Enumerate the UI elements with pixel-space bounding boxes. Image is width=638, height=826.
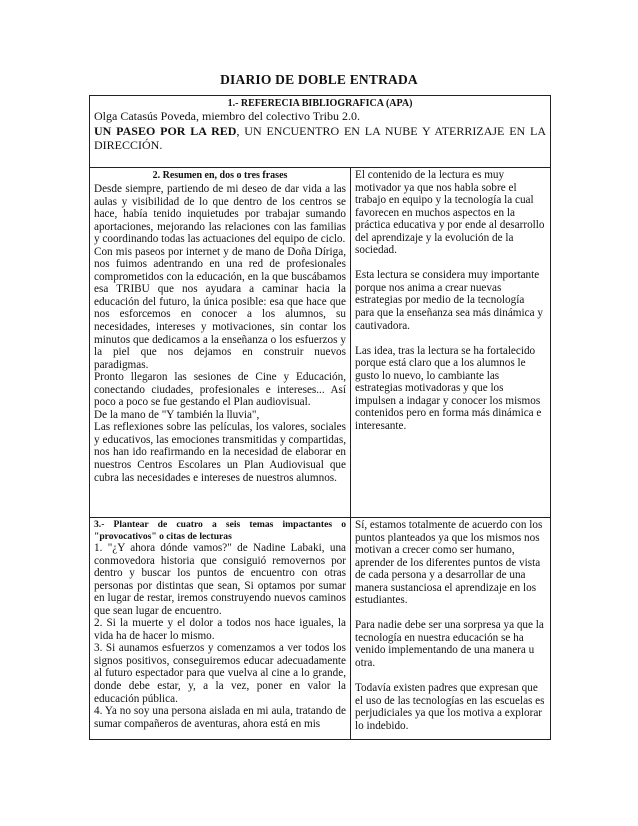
summary-response-cell	[351, 168, 551, 518]
reference-work-title-bold: UN PASEO POR LA RED	[94, 123, 237, 138]
summary-row	[90, 168, 551, 518]
topic-item: 3. Si aunamos esfuerzos y comenzamos a ver todos los signos positivos, conseguiremos educar adecuadamente al futuro espectador para que vuelva al cine a lo grande, donde debe estar, y, a la vez, poner en valor la educación pública.	[94, 642, 346, 705]
double-entry-table	[89, 95, 551, 740]
reference-row	[90, 96, 551, 168]
summary-text	[94, 183, 346, 484]
reference-author: Olga Catasús Poveda, miembro del colectivo Tribu 2.0.	[94, 109, 360, 123]
summary-paragraph: Desde siempre, partiendo de mi deseo de dar vida a las aulas y visibilidad de lo que dentro de los centros se hace, había tenido inquietudes por trabajar sumando aportaciones, mejorando las relaciones con las familias y coordinando todas las actuaciones del equipo de ciclo.	[94, 183, 346, 246]
summary-paragraph: Con mis paseos por internet y de mano de Doña Díriga, nos fuimos adentrando en una red de profesionales comprometidos con la educación, en la que buscábamos esa TRIBU que nos ayudara a caminar hacia la educación del futuro, la única posible: esa que hace que nos esforcemos en conocer a los alumnos, su necesidades, intereses y motivaciones, sin contar los minutos que dedicamos a la enseñanza o los esfuerzos y la piel que nos dejamos en construir nuevos paradigmas.	[94, 245, 346, 371]
topic-item: 2. Si la muerte y el dolor a todos nos hace iguales, la vida ha de hacer lo mismo.	[94, 617, 346, 642]
summary-cell	[90, 168, 351, 518]
topic-item: 4. Ya no soy una persona aislada en mi aula, tratando de sumar compañeros de aventuras, ahora está en mis	[94, 705, 346, 730]
topics-text	[94, 542, 346, 730]
summary-paragraph: De la mano de "Y también la lluvia",	[94, 408, 260, 421]
topics-response-text	[355, 519, 546, 732]
reference-heading: 1.- REFERECIA BIBLIOGRAFICA (APA)	[227, 98, 413, 109]
topics-row	[90, 518, 551, 740]
summary-response-text	[355, 169, 546, 432]
response-paragraph: Todavía existen padres que expresan que el uso de las tecnologías en las escuelas es perjudiciales ya que los motiva a explorar lo indebido.	[355, 682, 545, 732]
topics-cell	[90, 518, 351, 740]
summary-heading: 2. Resumen en, dos o tres frases	[152, 170, 288, 181]
response-paragraph: Para nadie debe ser una sorpresa ya que la tecnología en nuestra educación se ha venido implementando de una manera u otra.	[355, 619, 544, 669]
topics-clip	[94, 519, 346, 739]
reference-work-title-rest: , UN ENCUENTRO EN LA NUBE Y ATERRIZAJE EN LA DIRECCIÓN.	[94, 123, 547, 152]
topics-response-cell	[351, 518, 551, 740]
topics-response-clip	[355, 519, 546, 739]
response-paragraph: Las idea, tras la lectura se ha fortalecido porque está claro que a los alumnos le gusto lo nuevo, lo cambiante las estrategias motivadoras y que los impulsen a indagar y conocer los mismos contenidos pero en forma más dinámica e interesante.	[355, 344, 542, 432]
reference-cell	[90, 96, 551, 168]
response-paragraph: El contenido de la lectura es muy motivador ya que nos habla sobre el trabajo en equipo y la tecnología la cual favorecen en muchos aspectos en la práctica educativa y por ende al desarrollo del aprendizaje y la evolución de la sociedad.	[355, 169, 545, 257]
summary-paragraph: Las reflexiones sobre las películas, los valores, sociales y educativos, las emociones transmitidas y compartidas, nos han ido reafirmando en la necesidad de elaborar en nuestros Centros Escolares un Plan Audiovisual que cubra las necesidades e intereses de nuestros alumnos.	[94, 421, 346, 484]
topic-item: 1. "¿Y ahora dónde vamos?" de Nadine Labaki, una conmovedora historia que consiguió removernos por dentro y buscar los puntos de encuentro con otras personas por distintas que sean, Si optamos por sumar en lugar de restar, iremos construyendo nuevos caminos que sean lugar de encuentro.	[94, 542, 346, 617]
document-title: DIARIO DE DOBLE ENTRADA	[220, 72, 418, 87]
response-paragraph: Sí, estamos totalmente de acuerdo con los puntos planteados ya que los mismos nos motivan a crecer como ser humano, aprender de los diferentes puntos de vista de cada persona y a desarrollar de una manera sustanciosa el aprendizaje en los estudiantes.	[355, 519, 543, 607]
reference-work-title	[94, 124, 546, 152]
topics-heading: 3.- Plantear de cuatro a seis temas impactantes o "provocativos" o citas de lecturas	[94, 519, 346, 542]
summary-paragraph: Pronto llegaron las sesiones de Cine y Educación, conectando ciudades, profesionales e intereses... Así poco a poco se fue gestando el Plan audiovisual.	[94, 371, 346, 409]
response-paragraph: Esta lectura se considera muy importante porque nos anima a crear nuevas estrategias por medio de la tecnología para que la enseñanza sea más dinámica y cautivadora.	[355, 269, 543, 332]
